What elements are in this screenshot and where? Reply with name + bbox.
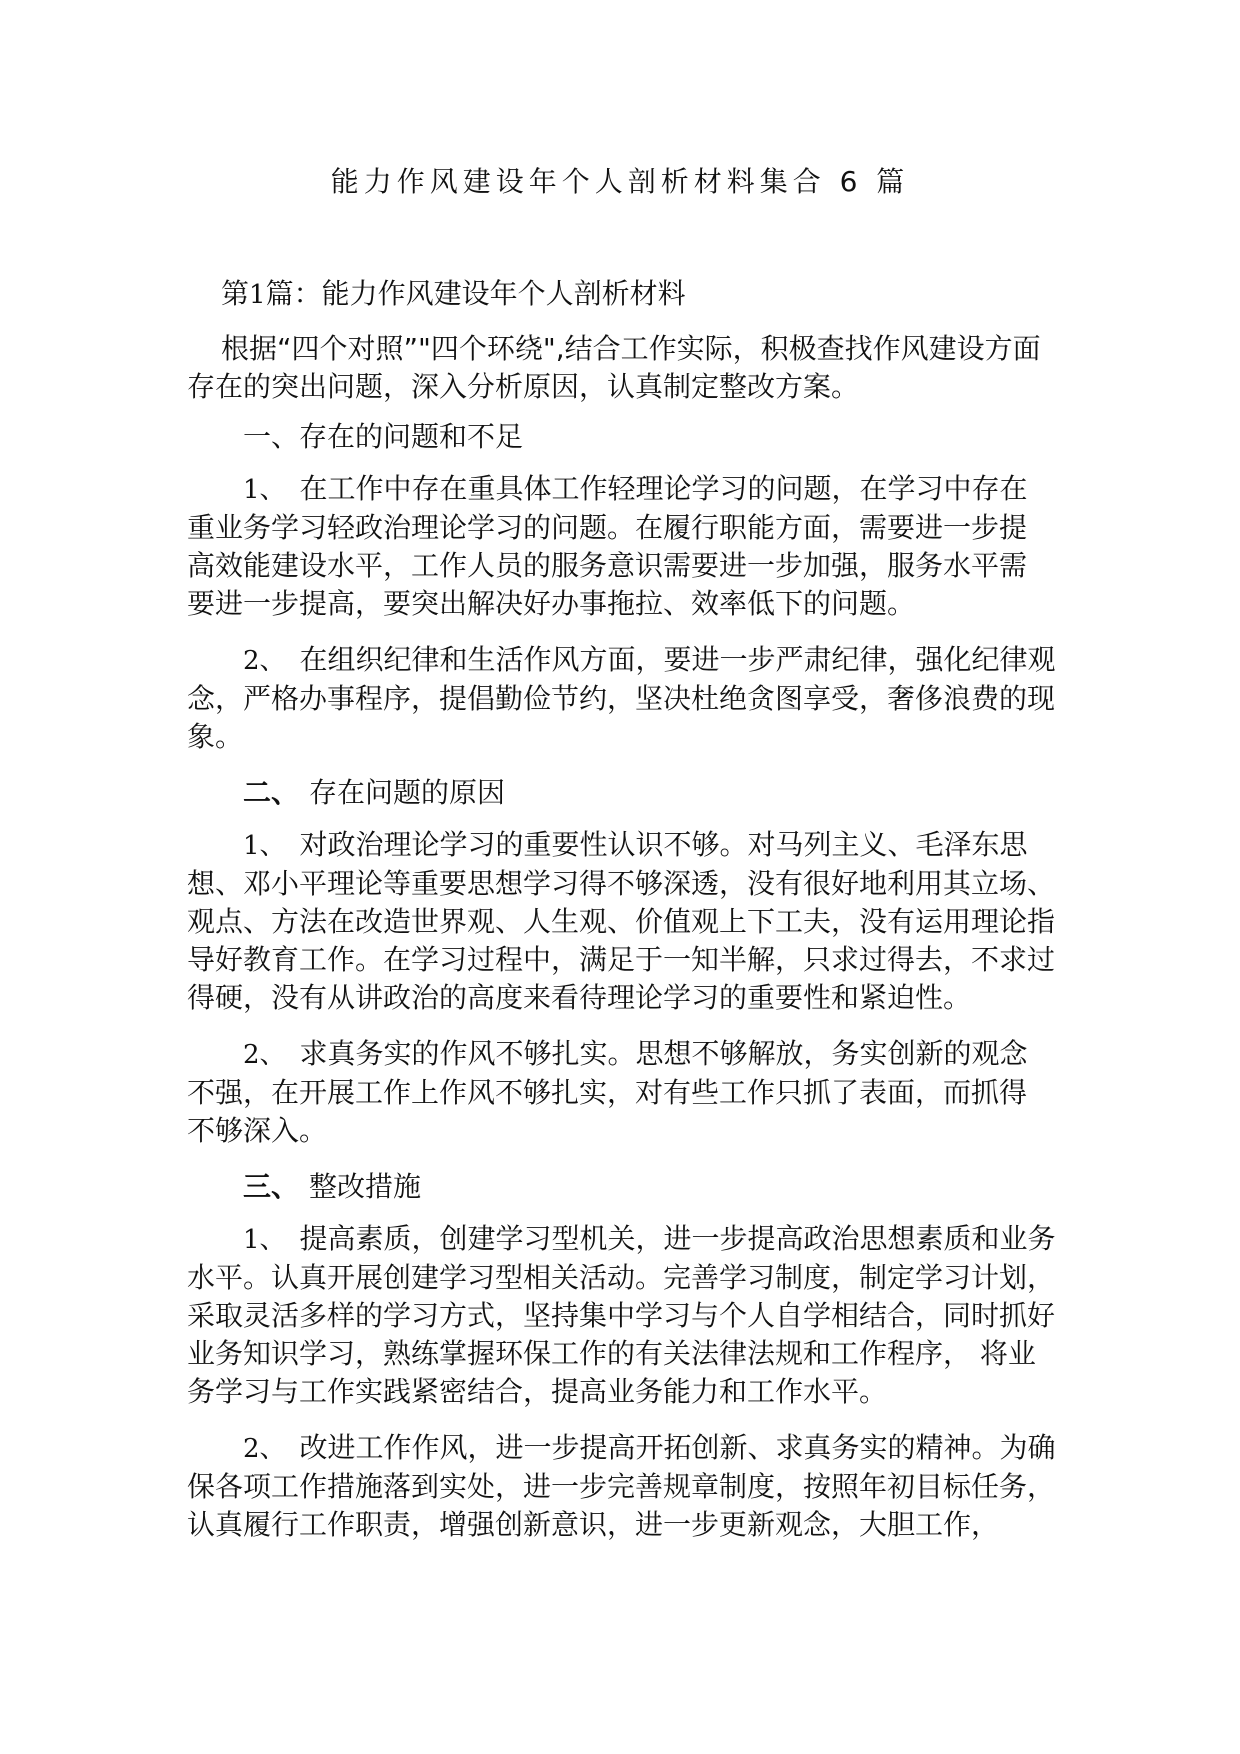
item-text: 求真务实的作风不够扎实。思想不够解放，务实创新的观念 不强，在开展工作上作风不够扎实，对有些工作只抓了表面，而抓得 不够深入。 <box>187 1037 1028 1147</box>
item-text: 在组织纪律和生活作风方面，要进一步严肃纪律，强化纪律观念，严格办事程序，提倡勤俭节约，坚决杜绝贪图享受，奢侈浪费的现象。 <box>187 643 1056 753</box>
intro-paragraph: 根据“四个对照”"四个环绕",结合工作实际，积极查找作风建设方面存在的突出问题，深入分析原因，认真制定整改方案。 <box>187 332 1041 403</box>
section-heading-measures <box>187 1168 1057 1206</box>
item-number: 2、 <box>243 1434 286 1464</box>
subtitle-prefix: 第 <box>221 277 250 310</box>
item-text: 提高素质，创建学习型机关，进一步提高政治思想素质和业务水平。认真开展创建学习型相关活动。完善学习制度，制定学习计划，采取灵活多样的学习方式，坚持集中学习与个人自学相结合，同时抓好业务知识学习，熟练掌握环保工作的有关法律法规和工作程序， 将业务学习与工作实践紧密结合，提高业务能力和工作水平。 <box>187 1222 1056 1408</box>
cause-item-2 <box>187 1035 1057 1150</box>
cause-item-1 <box>187 826 1057 1017</box>
measure-item-1 <box>187 1220 1057 1411</box>
item-number: 2、 <box>243 646 286 676</box>
problem-item-2 <box>187 641 1057 756</box>
section-heading-text: 存在问题的原因 <box>309 776 506 809</box>
measure-item-2 <box>187 1429 1057 1544</box>
item-number: 1、 <box>243 831 286 861</box>
problem-item-1 <box>187 470 1057 623</box>
item-text: 在工作中存在重具体工作轻理论学习的问题，在学习中存在 重业务学习轻政治理论学习的问题。在履行职能方面，需要进一步提 高效能建设水平，工作人员的服务意识需要进一步加强，服务水平需 要进一步提高，要突出解决好办事拖拉、效率低下的问题。 <box>187 472 1028 620</box>
item-number: 1、 <box>243 475 286 505</box>
document-body <box>187 275 1057 1562</box>
article-subtitle <box>187 275 1057 314</box>
subtitle-text: 篇：能力作风建设年个人剖析材料 <box>265 277 686 310</box>
subtitle-number: 1 <box>249 280 266 310</box>
item-number: 2、 <box>243 1040 286 1070</box>
section-heading-causes <box>187 774 1057 812</box>
section-heading-problems: 一、存在的问题和不足 <box>243 420 524 453</box>
section-heading-text: 整改措施 <box>309 1170 422 1203</box>
item-number: 1、 <box>243 1225 286 1255</box>
document-title: 能力作风建设年个人剖析材料集合 6 篇 <box>330 165 910 198</box>
item-text: 对政治理论学习的重要性认识不够。对马列主义、毛泽东思想、邓小平理论等重要思想学习得不够深透，没有很好地利用其立场、观点、方法在改造世界观、人生观、价值观上下工夫，没有运用理论指导好教育工作。在学习过程中，满足于一知半解，只求过得去，不求过得硬，没有从讲政治的高度来看待理论学习的重要性和紧迫性。 <box>187 828 1056 1014</box>
section-number: 二、 <box>243 776 300 809</box>
section-number: 三、 <box>243 1170 300 1203</box>
item-text: 改进工作作风，进一步提高开拓创新、求真务实的精神。为确保各项工作措施落到实处，进一步完善规章制度，按照年初目标任务，认真履行工作职责，增强创新意识，进一步更新观念，大胆工作， <box>187 1431 1056 1541</box>
